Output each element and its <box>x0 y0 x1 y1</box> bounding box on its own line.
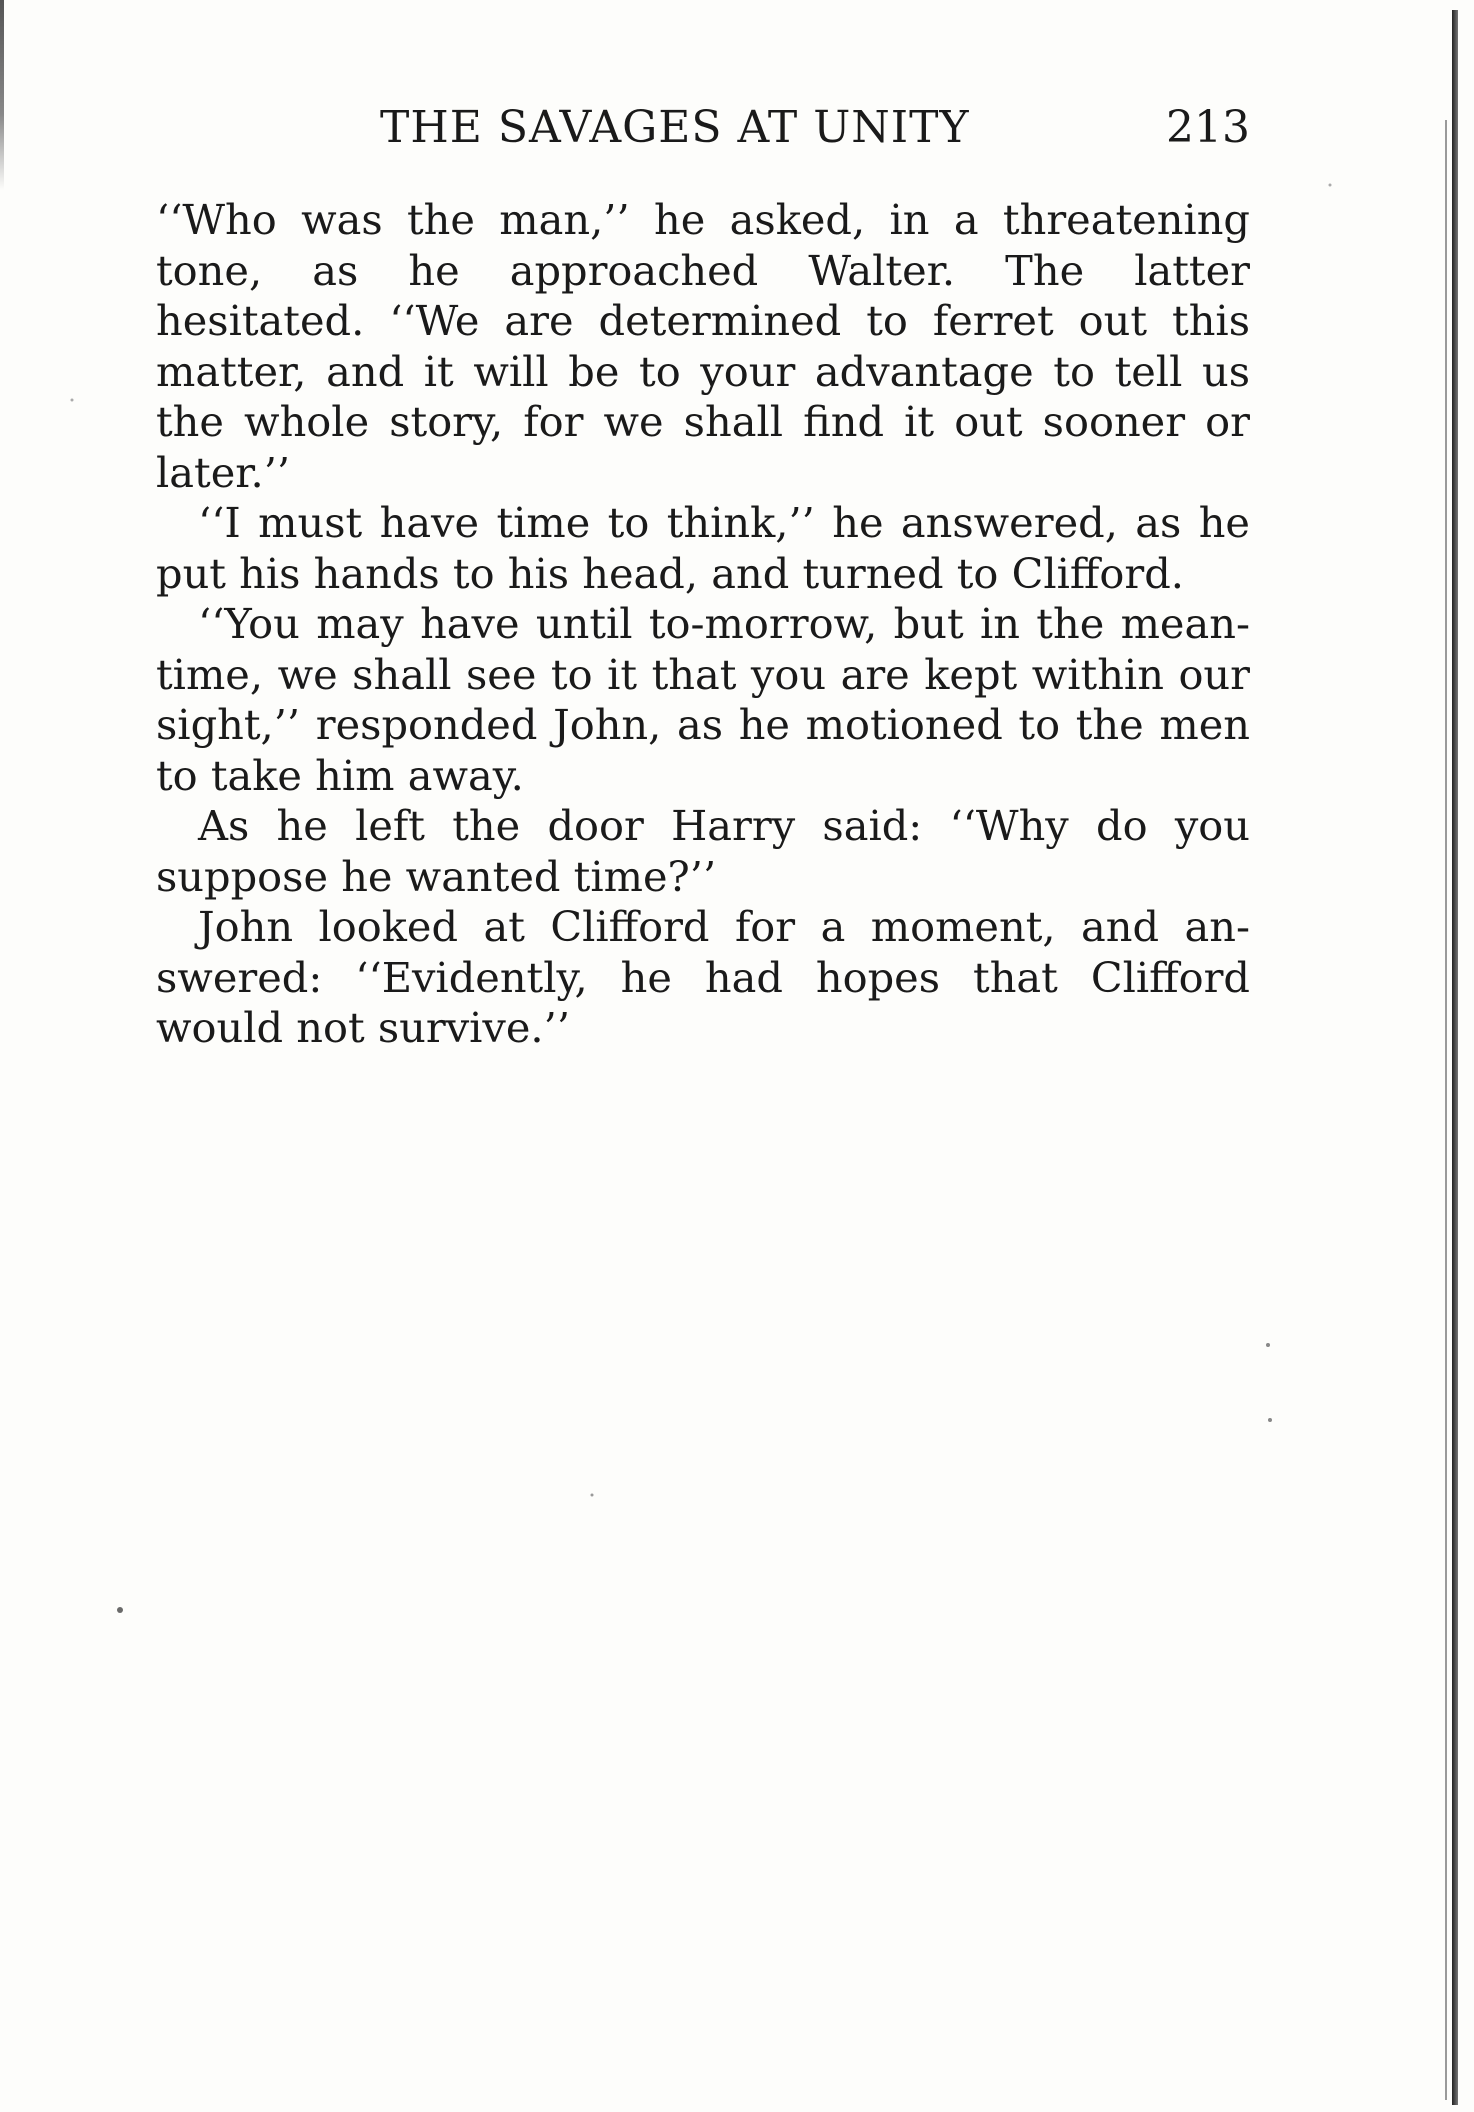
paragraph-3: ‘‘You may have until to-morrow, but in the mean-time, we shall see to it that you are kept within our sight,’’ responded John, as he motioned to the men to take him away. <box>156 599 1250 800</box>
paragraph-5: John looked at Clifford for a moment, and an-swered: ‘‘Evidently, he had hopes that Clifford would not survive.’’ <box>156 902 1250 1052</box>
paragraph-2: ‘‘I must have time to think,’’ he answered, as he put his hands to his head, and turned to Clifford. <box>156 498 1250 598</box>
right-page-edge <box>1452 10 1458 2105</box>
left-binding-shadow <box>0 0 4 190</box>
running-head: THE SAVAGES AT UNITY <box>380 102 970 153</box>
page-number: 213 <box>1166 102 1250 153</box>
right-page-edge-line <box>1445 120 1447 2100</box>
page-header <box>380 100 1250 156</box>
body-text <box>156 195 1250 1054</box>
paragraph-4: As he left the door Harry said: ‘‘Why do you suppose he wanted time?’’ <box>156 801 1250 901</box>
paragraph-1: ‘‘Who was the man,’’ he asked, in a threatening tone, as he approached Walter. The latter hesitated. ‘‘We are determined to ferret out this matter, and it will be to your advantage to tell us the whole story, for we shall find it out sooner or later.’’ <box>156 195 1250 497</box>
